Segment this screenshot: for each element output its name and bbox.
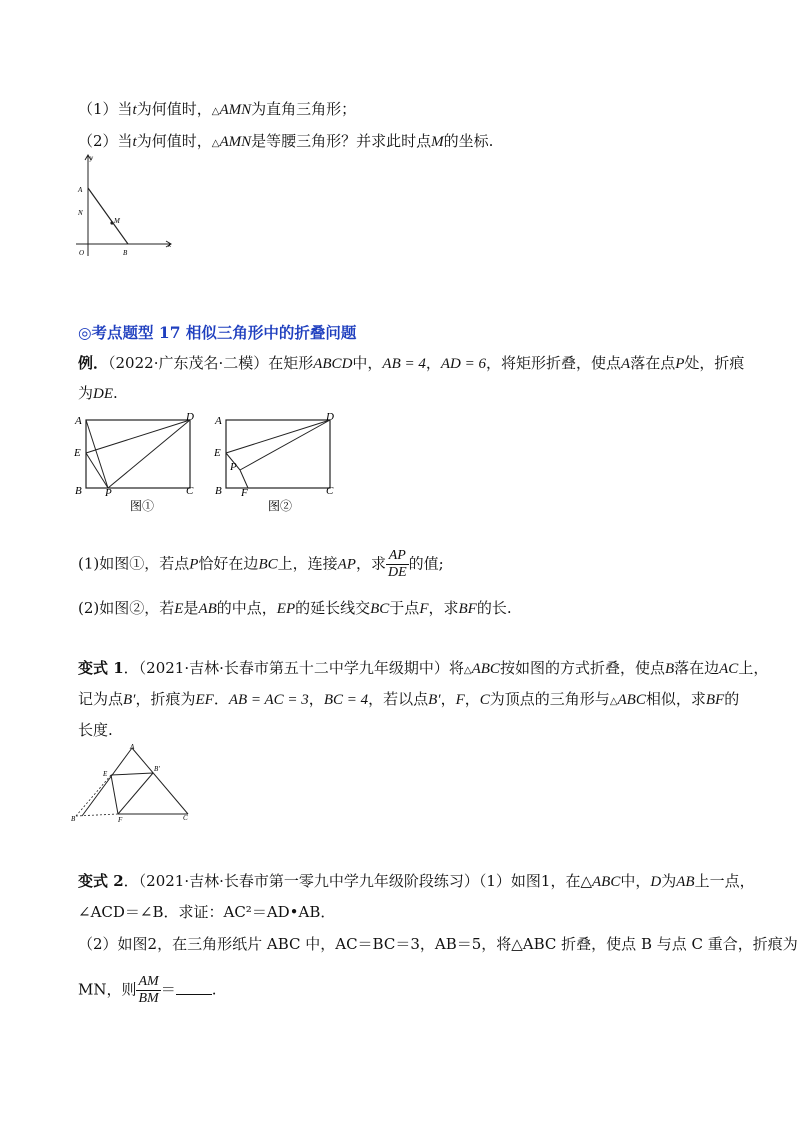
text: .: [211, 980, 217, 999]
label-y: y: [90, 154, 94, 162]
example-source: （2022·广东茂名·二模）在矩形: [108, 354, 314, 372]
triangle-symbol: △: [211, 106, 220, 117]
label-b: B: [123, 249, 128, 257]
caption-fig1: 图①: [130, 499, 155, 513]
text: ，将矩形折叠，使点: [486, 354, 622, 372]
r-label-f: F: [241, 487, 248, 499]
label-f: F: [118, 816, 123, 824]
text: MN，则: [78, 980, 137, 999]
text: 上，: [738, 659, 769, 677]
text: ．（2021·吉林·长春市第五十二中学九年级期中）将: [123, 659, 464, 677]
rectangle-figures: [72, 410, 352, 516]
l-label-d: D: [186, 411, 194, 423]
abc: ABC: [592, 874, 621, 890]
de: DE: [93, 386, 114, 402]
text: 落在点: [630, 354, 676, 372]
q2-start: （2）当: [78, 132, 133, 150]
fold-triangle-figure: [66, 742, 196, 824]
q2-end2: 的坐标.: [443, 132, 494, 150]
example-label: 例．: [78, 354, 109, 372]
bf: BF: [458, 601, 477, 617]
variant-1-line-2: [78, 688, 739, 709]
ab: AB: [198, 601, 217, 617]
variant-1-label: 变式 1: [78, 659, 124, 677]
coordinate-figure: [72, 152, 182, 264]
r-label-p: P: [230, 461, 237, 473]
text: 的值;: [408, 554, 444, 573]
example-question-2: [78, 597, 512, 618]
ef: EF: [195, 692, 214, 708]
text: 的: [724, 690, 740, 708]
point-p: P: [675, 356, 685, 372]
text: ，: [440, 690, 456, 708]
l-label-c: C: [186, 485, 194, 497]
text: 为: [661, 872, 677, 890]
text: 处，折痕: [684, 354, 745, 372]
b-prime: B′: [428, 692, 441, 708]
text: 恰好在边: [198, 554, 259, 573]
label-x: x: [168, 241, 172, 249]
text: 中，: [620, 872, 651, 890]
label-e: E: [103, 770, 108, 778]
l-label-p: P: [105, 487, 112, 499]
point-p: P: [189, 556, 199, 573]
ad-eq: AD = 6: [440, 356, 487, 372]
r-label-b: B: [215, 485, 222, 497]
text: 上，连接: [277, 554, 338, 573]
text: 的长.: [476, 599, 512, 617]
variant-2-line-2: ∠ACD＝∠B．求证：AC²＝AD•AB．: [78, 903, 336, 921]
text: ＝: [160, 980, 176, 999]
text: ，求: [355, 554, 386, 573]
label-c: C: [183, 814, 188, 822]
text: 的中点，: [216, 599, 277, 617]
point-m: M: [431, 134, 444, 150]
abcd: ABCD: [313, 356, 353, 372]
point-e: E: [174, 601, 184, 617]
denominator: BM: [138, 991, 159, 1006]
variant-2-label: 变式 2: [78, 872, 124, 890]
variant-1-line-3: 长度.: [78, 721, 113, 739]
question-1: [78, 98, 356, 119]
text: ，求: [428, 599, 459, 617]
bf: BF: [705, 692, 725, 708]
triangle-symbol: △: [463, 665, 472, 676]
text: 相似，求: [645, 690, 706, 708]
text: 按如图的方式折叠，使点: [499, 659, 665, 677]
equation: BC = 4: [323, 692, 369, 708]
section-heading: ◎考点题型 17 相似三角形中的折叠问题: [78, 323, 357, 342]
var-t: t: [132, 134, 137, 150]
variant-2-line-4: [78, 974, 217, 1007]
text: 的延长线交: [295, 599, 371, 617]
text: .: [113, 384, 118, 402]
l-label-a: A: [75, 415, 82, 427]
text: 为: [78, 384, 94, 402]
var-t: t: [132, 102, 137, 118]
point-f: F: [419, 601, 429, 617]
q1-end: 为直角三角形；: [251, 100, 357, 118]
q1-mid: 为何值时，: [136, 100, 212, 118]
point-c: C: [479, 692, 490, 708]
triangle-symbol: △: [211, 138, 220, 149]
ab-eq: AB = 4: [382, 356, 426, 372]
label-m: M: [114, 217, 120, 225]
text: 于点: [389, 599, 420, 617]
label-o: O: [79, 249, 85, 257]
bc: BC: [370, 601, 390, 617]
fraction-ap-de: [386, 548, 409, 581]
point-f: F: [455, 692, 465, 708]
l-label-e: E: [74, 447, 81, 459]
text: ，: [308, 690, 324, 708]
text: ，若以点: [368, 690, 429, 708]
ap: AP: [337, 556, 356, 573]
text: 记为点: [78, 690, 124, 708]
point-d: D: [650, 874, 662, 890]
label-b-prime: B′: [154, 765, 160, 773]
equation: AB = AC = 3: [228, 692, 309, 708]
amn: AMN: [219, 134, 252, 150]
label-a: A: [130, 743, 135, 751]
variant-2-line-3: （2）如图2，在三角形纸片 ABC 中，AC＝BC＝3，AB＝5，将△ABC 折叠，使点 B 与点 C 重合，折痕为: [78, 935, 798, 953]
r-label-a: A: [215, 415, 222, 427]
l-label-b: B: [75, 485, 82, 497]
text: 是: [183, 599, 199, 617]
ac: AC: [719, 661, 739, 677]
text: ，: [464, 690, 480, 708]
text: ，折痕为: [135, 690, 196, 708]
text: 上一点，: [694, 872, 755, 890]
caption-fig2: 图②: [268, 499, 293, 513]
amn: AMN: [219, 102, 252, 118]
text: 中，: [352, 354, 383, 372]
text: 落在边: [674, 659, 720, 677]
abc: ABC: [617, 692, 646, 708]
r-label-e: E: [214, 447, 221, 459]
text: (1)如图①，若点: [78, 554, 190, 573]
bc: BC: [258, 556, 278, 573]
text: 为顶点的三角形与: [489, 690, 610, 708]
fraction-am-bm: [136, 974, 160, 1007]
numerator: AP: [386, 548, 409, 565]
variant-1-line-1: [78, 657, 768, 678]
r-label-d: D: [326, 411, 334, 423]
r-label-c: C: [326, 485, 334, 497]
label-b: B: [71, 815, 76, 823]
ep: EP: [276, 601, 296, 617]
text: ．（2021·吉林·长春市第一零九中学九年级阶段练习）（1）如图1，在△: [123, 872, 593, 890]
text: ．: [213, 690, 229, 708]
label-a: A: [78, 186, 83, 194]
example-line-1: [78, 352, 744, 373]
q2-mid: 为何值时，: [136, 132, 212, 150]
text: (2)如图②，若: [78, 599, 175, 617]
b-prime: B′: [123, 692, 136, 708]
point-a: A: [621, 356, 631, 372]
q1-text: （1）当: [78, 100, 133, 118]
answer-blank[interactable]: [176, 982, 212, 995]
abc: ABC: [471, 661, 500, 677]
question-2: [78, 130, 493, 151]
label-n: N: [78, 209, 83, 217]
ab: AB: [676, 874, 695, 890]
example-question-1: [78, 548, 444, 581]
denominator: DE: [387, 565, 407, 580]
triangle-symbol: △: [609, 696, 618, 707]
sep: ，: [425, 354, 441, 372]
variant-2-line-1: [78, 870, 755, 891]
q2-end: 是等腰三角形？并求此时点: [251, 132, 432, 150]
numerator: AM: [138, 974, 159, 989]
example-line-2: [78, 382, 118, 403]
point-b: B: [664, 661, 675, 677]
